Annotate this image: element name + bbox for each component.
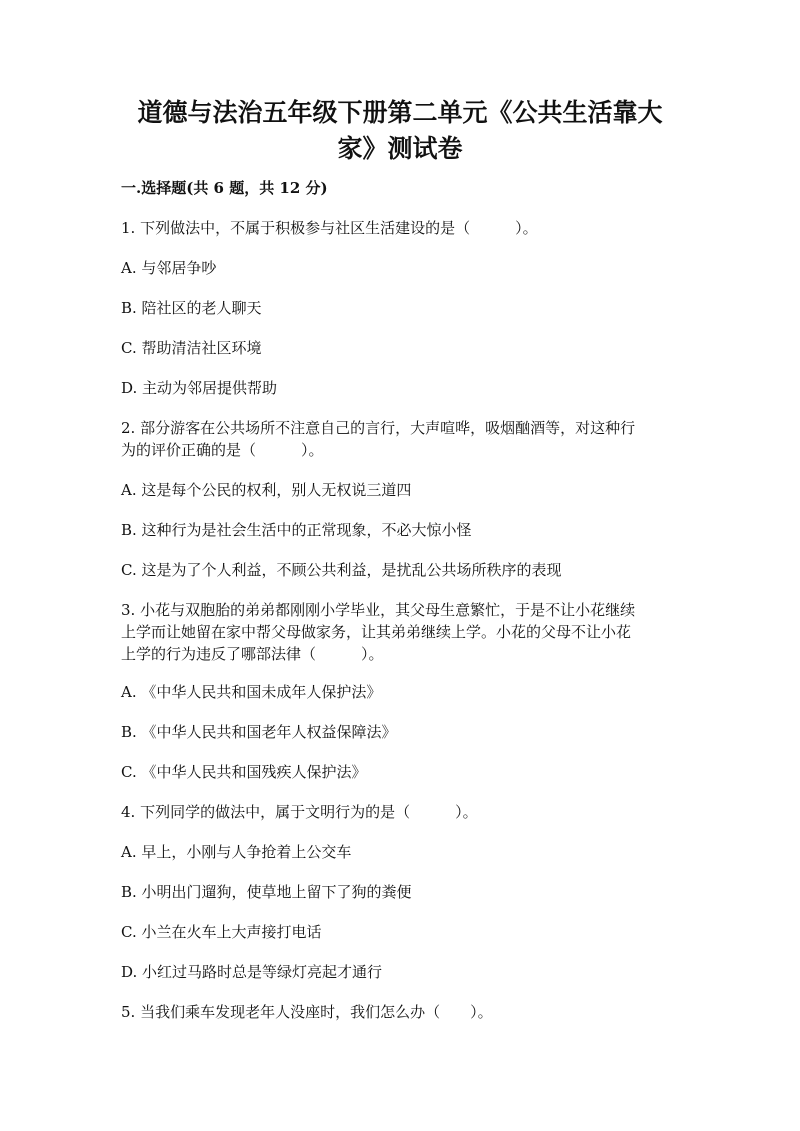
question-1-option-a: A. 与邻居争吵 (121, 259, 217, 277)
question-3-stem-line-3: 上学的行为违反了哪部法律（ ）。 (121, 645, 384, 663)
question-3-option-c: C. 《中华人民共和国残疾人保护法》 (121, 763, 367, 781)
question-3-option-a: A. 《中华人民共和国未成年人保护法》 (121, 683, 382, 701)
question-4-option-a: A. 早上，小刚与人争抢着上公交车 (121, 843, 352, 861)
exam-title-line-1: 道德与法治五年级下册第二单元《公共生活靠大 (137, 98, 663, 127)
question-1-option-c: C. 帮助清洁社区环境 (121, 339, 262, 357)
question-4-option-b: B. 小明出门遛狗，使草地上留下了狗的粪便 (121, 883, 412, 901)
question-1-option-b: B. 陪社区的老人聊天 (121, 299, 262, 317)
question-1-stem: 1. 下列做法中，不属于积极参与社区生活建设的是（ ）。 (121, 219, 538, 237)
question-4-option-d: D. 小红过马路时总是等绿灯亮起才通行 (121, 963, 383, 981)
question-3-option-b: B. 《中华人民共和国老年人权益保障法》 (121, 723, 397, 741)
question-4-stem: 4. 下列同学的做法中，属于文明行为的是（ ）。 (121, 803, 478, 821)
question-3-stem-line-2: 上学而让她留在家中帮父母做家务，让其弟弟继续上学。小花的父母不让小花 (121, 623, 632, 641)
question-2-stem-line-1: 2. 部分游客在公共场所不注意自己的言行，大声喧哗，吸烟酗酒等，对这种行 (121, 419, 636, 437)
question-2-stem-line-2: 为的评价正确的是（ ）。 (121, 441, 324, 459)
question-2-option-a: A. 这是每个公民的权利，别人无权说三道四 (121, 481, 412, 499)
question-3-stem-line-1: 3. 小花与双胞胎的弟弟都刚刚小学毕业，其父母生意繁忙，于是不让小花继续 (121, 601, 636, 619)
section-heading: 一.选择题(共 6 题，共 12 分) (121, 179, 328, 197)
question-5-stem: 5. 当我们乘车发现老年人没座时，我们怎么办（ ）。 (121, 1003, 493, 1021)
question-4-option-c: C. 小兰在火车上大声接打电话 (121, 923, 322, 941)
question-2-option-b: B. 这种行为是社会生活中的正常现象，不必大惊小怪 (121, 521, 472, 539)
question-2-option-c: C. 这是为了个人利益，不顾公共利益，是扰乱公共场所秩序的表现 (121, 561, 562, 579)
question-1-option-d: D. 主动为邻居提供帮助 (121, 379, 278, 397)
exam-title-line-2: 家》测试卷 (337, 134, 463, 163)
